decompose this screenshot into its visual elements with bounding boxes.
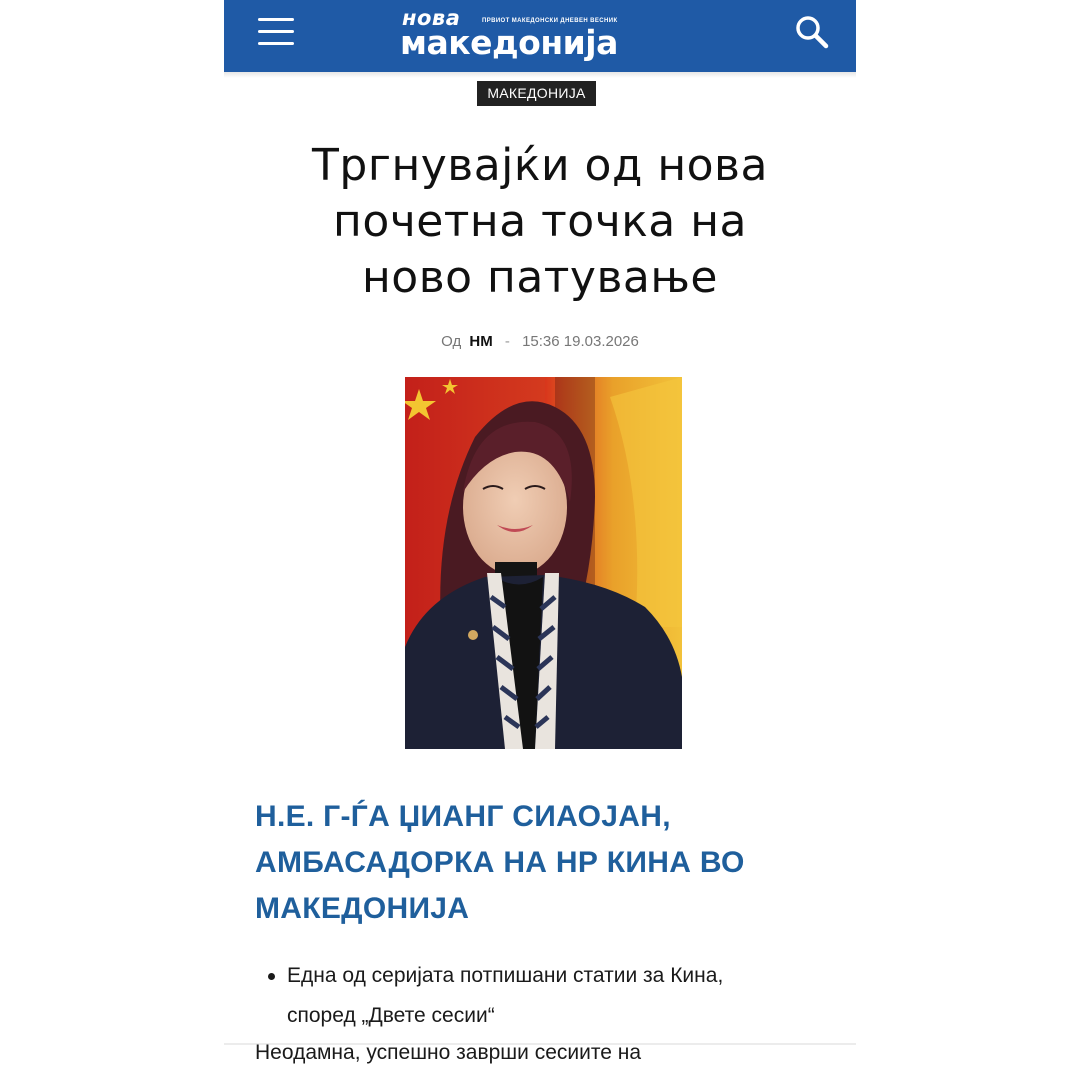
article-title-line: Тргнувајќи од нова bbox=[312, 140, 768, 191]
article-photo bbox=[405, 377, 682, 749]
subheading-line: АМБАСАДОРКА НА НР КИНА ВО bbox=[255, 846, 745, 879]
byline-prefix: Од bbox=[441, 333, 462, 350]
summary-list bbox=[264, 956, 834, 1036]
article-title bbox=[264, 138, 816, 306]
logo-top-word: нова bbox=[402, 6, 461, 30]
logo-main-word: македонија bbox=[400, 23, 618, 62]
publish-datetime: 15:36 19.03.2026 bbox=[522, 333, 639, 350]
subheading-line: МАКЕДОНИЈА bbox=[255, 892, 470, 925]
top-navigation-bar bbox=[224, 0, 856, 72]
author-link[interactable]: НМ bbox=[469, 333, 493, 350]
subheading-line: Н.Е. Г-ЃА ЏИАНГ СИАОЈАН, bbox=[255, 800, 671, 833]
site-logo[interactable] bbox=[400, 4, 684, 66]
article-byline bbox=[224, 333, 856, 350]
logo-tagline: ПРВИОТ МАКЕДОНСКИ ДНЕВЕН ВЕСНИК bbox=[482, 18, 618, 24]
article-title-line: почетна точка на bbox=[333, 196, 747, 247]
article-subheading bbox=[255, 794, 835, 932]
byline-separator: - bbox=[504, 333, 510, 350]
category-badge[interactable]: МАКЕДОНИЈА bbox=[477, 81, 596, 106]
list-item-text: Една од серијата потпишани статии за Кина, bbox=[287, 964, 724, 987]
list-item-text: според „Двете сесии“ bbox=[287, 1004, 495, 1027]
article-title-line: ново патување bbox=[362, 252, 718, 303]
article-body-paragraph: Неодамна, успешно заврши сесиите на bbox=[255, 1041, 642, 1064]
header-shadow bbox=[224, 72, 856, 78]
search-icon[interactable] bbox=[794, 14, 830, 50]
list-item bbox=[264, 956, 834, 1036]
hamburger-menu-icon[interactable] bbox=[256, 16, 296, 48]
article-page bbox=[224, 0, 856, 1080]
